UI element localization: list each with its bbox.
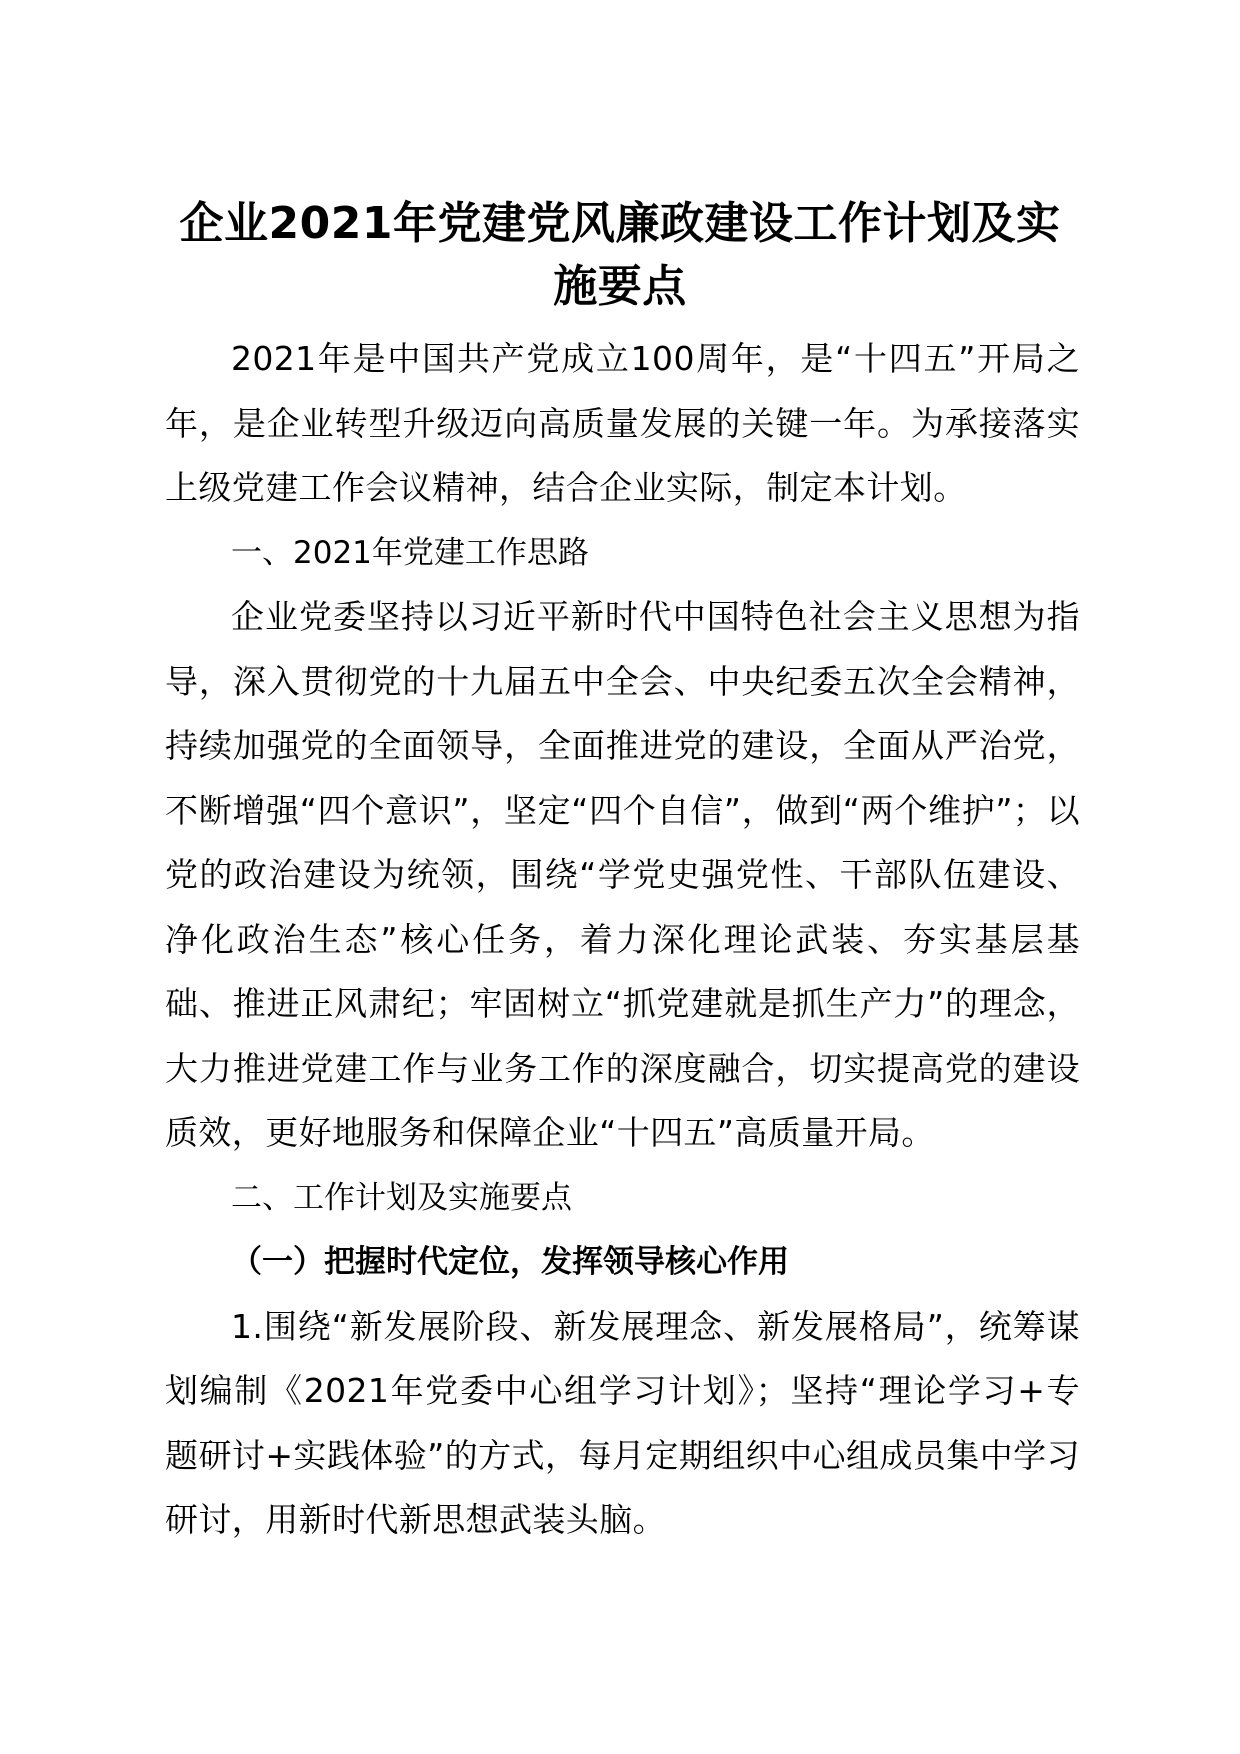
subsection-1-heading: （一）把握时代定位，发挥领导核心作用 <box>231 1244 789 1280</box>
section-2-heading: 二、工作计划及实施要点 <box>231 1179 572 1216</box>
item-1-paragraph: 1.围绕“新发展阶段、新发展理念、新发展格局”，统筹谋划编制《2021年党委中心组学习计划》；坚持“理论学习+专题研讨+实践体验”的方式，每月定期组织中心组成员集中学习研讨，用新时代新思想武装头脑。 <box>165 1306 1080 1539</box>
document-title: 企业2021年党建党风廉政建设工作计划及实施要点 <box>179 198 1061 312</box>
section-1-heading: 一、2021年党建工作思路 <box>231 534 589 571</box>
document-body <box>165 327 1080 1553</box>
intro-paragraph: 2021年是中国共产党成立100周年，是“十四五”开局之年，是企业转型升级迈向高质量发展的关键一年。为承接落实上级党建工作会议精神，结合企业实际，制定本计划。 <box>165 339 1080 507</box>
section-1-body: 企业党委坚持以习近平新时代中国特色社会主义思想为指导，深入贯彻党的十九届五中全会、中央纪委五次全会精神，持续加强党的全面领导，全面推进党的建设，全面从严治党，不断增强“四个意识”，坚定“四个自信”，做到“两个维护”；以党的政治建设为统领，围绕“学党史强党性、干部队伍建设、净化政治生态”核心任务，着力深化理论武装、夯实基层基础、推进正风肃纪；牢固树立“抓党建就是抓生产力”的理念，大力推进党建工作与业务工作的深度融合，切实提高党的建设质效，更好地服务和保障企业“十四五”高质量开局。 <box>165 597 1080 1152</box>
